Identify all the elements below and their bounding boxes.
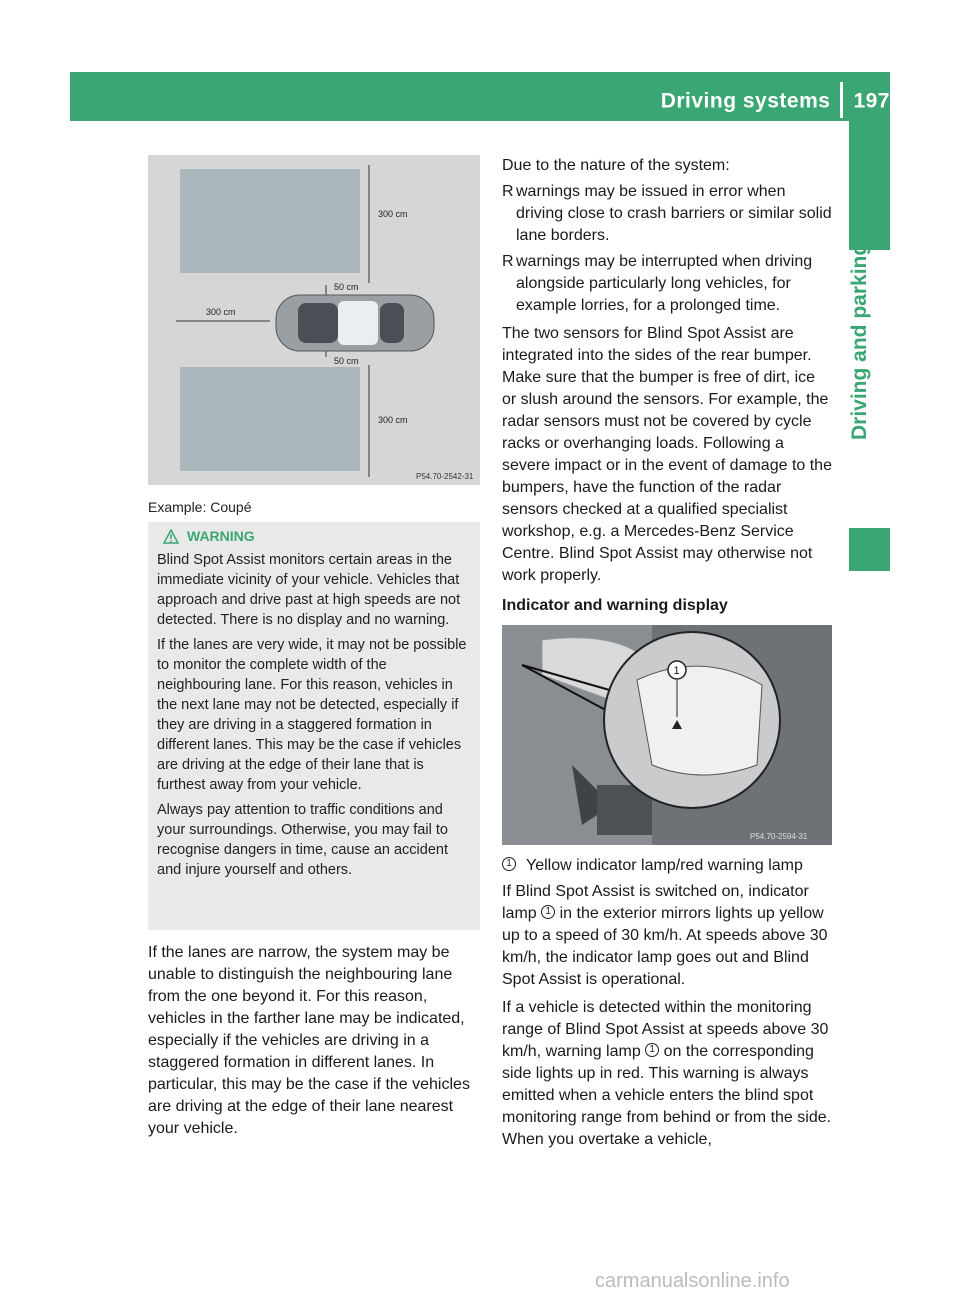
- top-distance-label: 300 cm: [378, 209, 408, 219]
- figure2-ref: P54.70-2594-31: [750, 832, 808, 841]
- figure-caption: Example: Coupé: [148, 499, 252, 515]
- running-header: [661, 84, 890, 120]
- monitoring-zones-figure: [148, 155, 480, 485]
- intro-paragraph: Due to the nature of the system:: [502, 157, 730, 174]
- warning-body: [157, 550, 472, 880]
- mirror-indicator-figure: [502, 625, 832, 845]
- list-item: R warnings may be issued in error when driving close to crash barriers or similar solid lane borders.: [502, 183, 832, 244]
- section-heading: Indicator and warning display: [502, 597, 728, 614]
- mirror-illustration: [502, 625, 832, 845]
- limitations-list: [502, 181, 832, 317]
- callout-1-icon: 1: [645, 1043, 659, 1057]
- narrow-lanes-paragraph: If the lanes are narrow, the system may be unable to distinguish the neighbouring lane from the one beyond it. For this reason, vehicles in the farther lane may be indicated, especially if the vehicles are driving in a staggered formation in different lanes. In particular, this may be the case if the vehicles are driving at the edge of their lane nearest your vehicle.: [148, 944, 470, 1137]
- figure-legend: [502, 857, 832, 875]
- zones-diagram: [148, 155, 480, 485]
- page-number: 197: [853, 89, 890, 113]
- bottom-distance-label: 300 cm: [378, 415, 408, 425]
- svg-text:1: 1: [673, 665, 680, 677]
- right-column: [502, 155, 832, 1151]
- rear-gap-label: 50 cm: [334, 356, 359, 366]
- header-separator: [840, 82, 843, 118]
- bullet-icon: R: [502, 183, 514, 200]
- watermark: carmanualsonline.info: [595, 1270, 790, 1292]
- callout-1-icon: 1: [502, 857, 516, 871]
- sensors-paragraph: The two sensors for Blind Spot Assist are integrated into the sides of the rear bumper. Make sure that the bumper is free of dirt, ice or slush around the sensors. For example, the radar sensors must not be covered by cycle racks or overhanging loads. Following a severe impact or in the event of damage to the bumpers, have the function of the radar sensors checked at a qualified specialist workshop, e.g. a Mercedes-Benz Service Centre. Blind Spot Assist may otherwise not work properly.: [502, 325, 832, 584]
- indicator-paragraph: If Blind Spot Assist is switched on, indicator lamp 1 in the exterior mirrors lights up yellow up to a speed of 30 km/h. At speeds above 30 km/h, the indicator lamp goes out and Blind Spot Assist is operational.: [502, 883, 828, 988]
- warning-paragraph: Always pay attention to traffic conditions and your surroundings. Otherwise, you may fail to recognise dangers in time, cause an accident and injure yourself and others.: [157, 802, 448, 878]
- bullet-icon: R: [502, 253, 514, 270]
- front-gap-label: 50 cm: [334, 282, 359, 292]
- warning-triangle-icon: [163, 529, 179, 544]
- chapter-tab-marker: [849, 528, 890, 571]
- warning-lamp-paragraph: If a vehicle is detected within the monitoring range of Blind Spot Assist at speeds above 30 km/h, warning lamp 1 on the corresponding side lights up in red. This warning is always emitted when a vehicle enters the blind spot monitoring range from behind or from the side. When you overtake a vehicle,: [502, 999, 832, 1148]
- list-item: R warnings may be interrupted when driving alongside particularly long vehicles, for example lorries, for a prolonged time.: [502, 253, 813, 314]
- warning-paragraph: If the lanes are very wide, it may not be possible to monitor the complete width of the neighbouring lane. For this reason, vehicles in the next lane may not be detected, especially if they are driving in a staggered formation in different lanes. This may be the case if vehicles are driving at the edge of their lane that is furthest away from your vehicle.: [157, 637, 467, 793]
- section-title: Driving systems: [660, 89, 831, 113]
- warning-box: [148, 522, 480, 930]
- car-top-view: [276, 295, 434, 351]
- warning-title: WARNING: [187, 528, 255, 544]
- chapter-tab-label: Driving and parking: [848, 242, 871, 440]
- side-distance-label: 300 cm: [206, 307, 236, 317]
- figure-ref: P54.70-2542-31: [416, 472, 474, 481]
- front-zone: [180, 169, 360, 273]
- legend-text: Yellow indicator lamp/red warning lamp: [526, 857, 803, 874]
- left-body-text: [148, 942, 480, 1140]
- callout-1-icon: 1: [541, 905, 555, 919]
- rear-zone: [180, 367, 360, 471]
- warning-paragraph: Blind Spot Assist monitors certain areas in the immediate vicinity of your vehicle. Vehicles that approach and drive past at high speeds are not detected. There is no display and no warning.: [157, 552, 461, 628]
- warning-header: [163, 528, 472, 544]
